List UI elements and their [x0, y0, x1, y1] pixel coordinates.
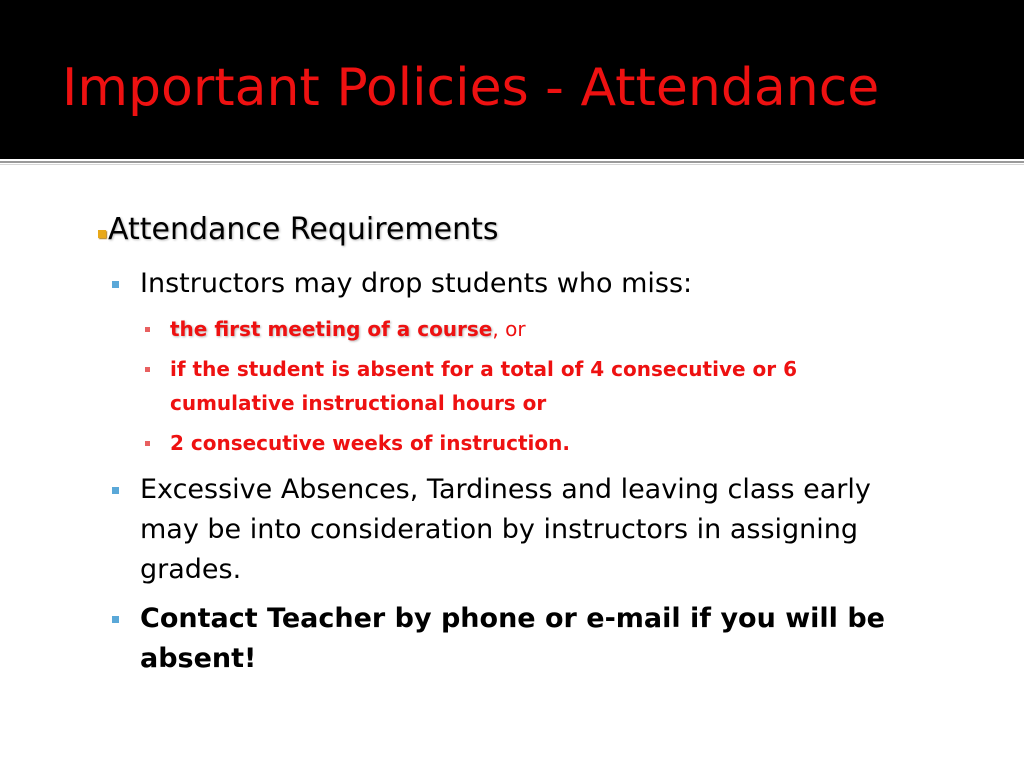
- subbullet-first-meeting: [170, 312, 526, 346]
- bullet-excessive-absences-line2: may be into consideration by instructors in assigning: [140, 514, 859, 545]
- first-meeting-tail: , or: [492, 317, 526, 341]
- bullet-excessive-absences-line3: grades.: [140, 554, 242, 585]
- level1-bullet-icon: [98, 230, 106, 238]
- level3-bullet-icon: [145, 367, 150, 372]
- subbullet-consecutive-weeks: 2 consecutive weeks of instruction.: [170, 431, 570, 455]
- bullet-contact-teacher-line2: absent!: [140, 643, 257, 674]
- heading-attendance-requirements: Attendance Requirements: [108, 212, 499, 247]
- level3-bullet-icon: [145, 327, 150, 332]
- subbullet-absent-hours-line2: cumulative instructional hours or: [170, 391, 547, 415]
- bullet-contact-teacher-line1: Contact Teacher by phone or e-mail if you will be: [140, 603, 885, 634]
- bullet-instructors-drop: Instructors may drop students who miss:: [140, 268, 693, 299]
- slide-title: Important Policies - Attendance: [62, 58, 880, 118]
- bullet-excessive-absences-line1: Excessive Absences, Tardiness and leaving class early: [140, 474, 871, 505]
- subbullet-absent-hours-line1: if the student is absent for a total of 4 consecutive or 6: [170, 357, 798, 381]
- level3-bullet-icon: [145, 441, 150, 446]
- level2-bullet-icon: [112, 487, 119, 494]
- first-meeting-text: the first meeting of a course: [170, 317, 493, 341]
- level2-bullet-icon: [112, 616, 119, 623]
- level2-bullet-icon: [112, 281, 119, 288]
